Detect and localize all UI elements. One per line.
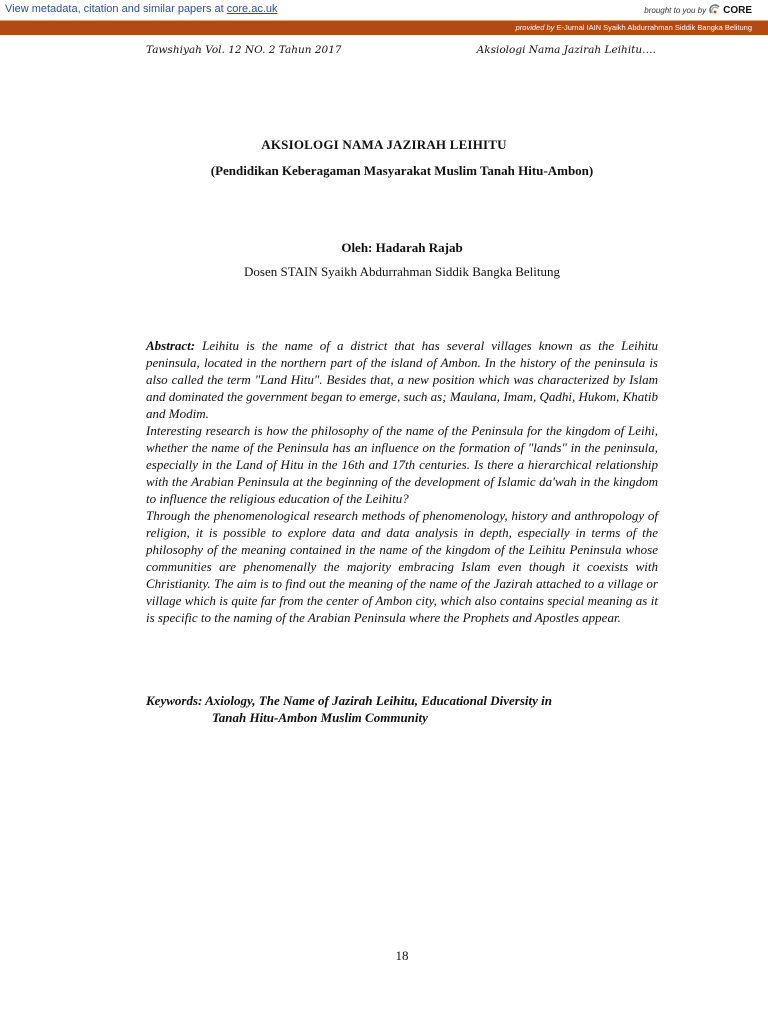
provided-by-text[interactable] [516, 23, 752, 32]
core-brand-name: CORE [723, 4, 752, 16]
abstract-paragraph-1 [146, 337, 658, 422]
abstract-paragraph-3: Through the phenomenological research methods of phenomenology, history and anthropology of religion, it is possible to explore data and data analysis in depth, especially in terms of the philosophy of the meaning contained in the name of the kingdom of the Leihitu Peninsula whose communities are phenomenally the majority embracing Islam even though it coexists with Christianity. The aim is to find out the meaning of the name of the Jazirah attached to a village or village which is quite far from the center of Ambon city, which also contains special meaning as it is specific to the naming of the Arabian Peninsula where the Prophets and Apostles appear. [146, 508, 658, 625]
keywords [146, 692, 666, 726]
running-header-right: Aksiologi Nama Jazirah Leihitu…. [476, 44, 656, 56]
running-header-left: Tawshiyah Vol. 12 NO. 2 Tahun 2017 [146, 44, 342, 56]
page-number: 18 [395, 948, 409, 963]
abstract-paragraph-2: Interesting research is how the philosophy of the name of the Peninsula for the kingdom of Leihi, whether the name of the Peninsula has an influence on the formation of "lands" in the peninsula, especially in the Land of Hitu in the 16th and 17th centuries. Is there a hierarchical relationship with the Arabian Peninsula at the beginning of the development of Islamic da'wah in the kingdom to influence the religious education of the Leihitu? [146, 423, 658, 506]
paper-subtitle: (Pendidikan Keberagaman Masyarakat Muslim Tanah Hitu-Ambon) [210, 163, 594, 178]
author-name: Oleh: Hadarah Rajab [341, 240, 463, 255]
core-banner [0, 0, 768, 21]
author-affiliation: Dosen STAIN Syaikh Abdurrahman Siddik Bangka Belitung [244, 264, 560, 279]
abstract-label: Abstract: [146, 338, 196, 353]
keywords-line-1: Keywords: Axiology, The Name of Jazirah Leihitu, Educational Diversity in [146, 693, 553, 708]
core-metadata-link-text[interactable] [5, 3, 278, 15]
provider-name: E-Jurnal IAIN Syaikh Abdurrahman Siddik Bangka Belitung [554, 23, 752, 32]
keywords-line-2: Tanah Hitu-Ambon Muslim Community [212, 710, 428, 725]
provided-by-label: provided by [515, 23, 555, 32]
core-brand-block[interactable] [644, 2, 752, 18]
paper-title: AKSIOLOGI NAMA JAZIRAH LEIHITU [261, 137, 507, 152]
provided-by-bar [0, 21, 768, 35]
core-logo-icon [709, 4, 721, 16]
abstract [146, 337, 658, 626]
abstract-text-1: Leihitu is the name of a district that has several villages known as the Leihitu peninsula, located in the northern part of the island of Ambon. In the history of the peninsula is also called the term "Land Hitu". Besides that, a new position which was characterized by Islam and dominated the government began to emerge, such as; Maulana, Imam, Qadhi, Hukom, Khatib and Modim. [146, 338, 658, 421]
core-metadata-label: View metadata, citation and similar papers at [5, 3, 227, 15]
brought-to-you-label: brought to you by [644, 5, 707, 15]
core-ac-uk-link[interactable]: core.ac.uk [226, 3, 278, 15]
